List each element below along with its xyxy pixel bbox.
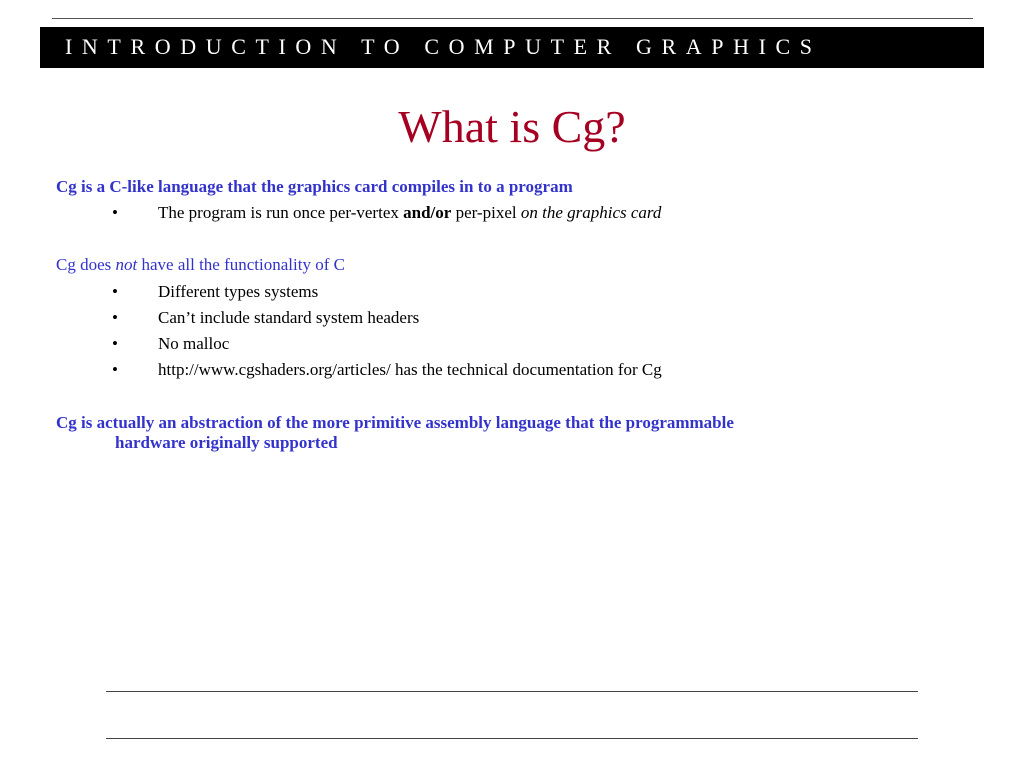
point-2-post: have all the functionality of C [137,255,345,274]
bullet-glyph: • [112,282,118,301]
bottom-divider-1 [106,691,918,692]
slide-title: What is Cg? [398,101,626,152]
point-3-line-1: Cg is actually an abstraction of the more primitive assembly language that the programmable [56,413,734,432]
point-2-bullet-3: No malloc [158,334,230,353]
point-2-bullet-2: Can’t include standard system headers [158,308,420,327]
bullet-glyph: • [112,203,118,222]
top-divider [52,18,973,19]
bullet-glyph: • [112,334,118,353]
point-3-text [56,413,886,453]
point-2-bullet-1: Different types systems [158,282,319,301]
bullet-text-bold: and/or [403,203,452,222]
point-2-text [56,255,345,275]
point-1-text: Cg is a C-like language that the graphics card compiles in to a program [56,177,573,196]
bottom-divider-2 [106,738,918,739]
bullet-text-mid: per-pixel [451,203,521,222]
point-2-pre: Cg does [56,255,116,274]
bullet-text-pre: The program is run once per-vertex [158,203,404,222]
course-title: INTRODUCTION TO COMPUTER GRAPHICS [65,34,822,59]
point-1-bullet-1 [158,203,661,223]
bullet-text-italic: on the graphics card [520,203,662,222]
point-3-line-2: hardware originally supported [115,433,338,452]
bullet-glyph: • [112,308,118,327]
point-2-bullet-4: http://www.cgshaders.org/articles/ has the technical documentation for Cg [158,360,662,379]
point-2-italic: not [115,255,138,274]
bullet-glyph: • [112,360,118,379]
